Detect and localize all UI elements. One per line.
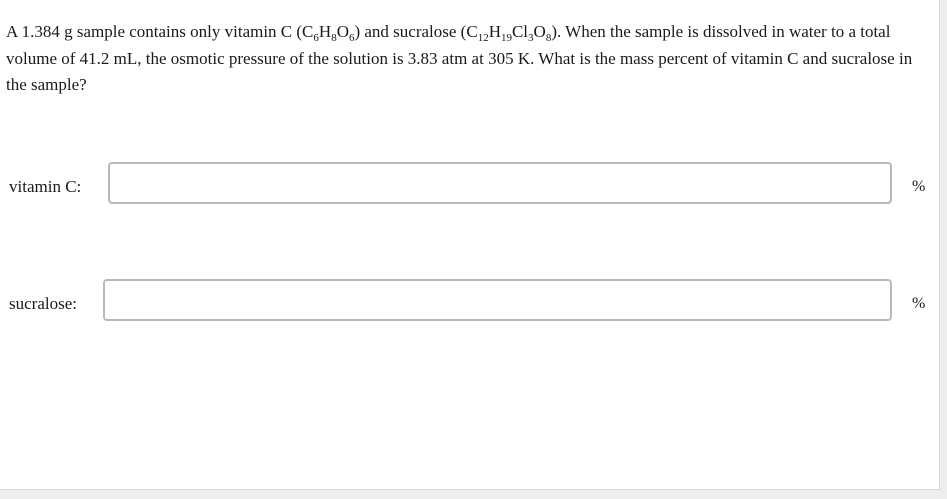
question-text	[6, 19, 934, 99]
sucralose-input[interactable]	[103, 279, 892, 321]
sucralose-chlorine-subscript: 3	[528, 32, 534, 44]
sucralose-oxygen-subscript: 8	[545, 32, 552, 44]
vitamin-c-hydrogen-symbol: H	[318, 22, 332, 41]
vitamin-c-carbon-subscript: 6	[313, 32, 319, 44]
vitamin-c-oxygen-subscript: 6	[348, 32, 355, 44]
sucralose-carbon-subscript: 12	[477, 32, 489, 44]
sucralose-hydrogen-symbol: H	[488, 22, 501, 41]
question-text-part1: A 1.384 g sample contains only vitamin C (C	[6, 22, 314, 41]
question-text-part2: ) and sucralose (C	[354, 22, 478, 41]
vitamin-c-label: vitamin C:	[9, 177, 82, 196]
vitamin-c-hydrogen-subscript: 8	[331, 32, 337, 44]
vitamin-c-unit: %	[912, 178, 926, 195]
question-text-part3: ). When the sample is dissolved in water to a total volume of 41.2 mL, the osmotic pressure of the solution is 3.83 atm at 305 K. What is the mass percent of vitamin C and sucralose in the sample?	[6, 22, 913, 94]
sucralose-chlorine-symbol: Cl	[511, 22, 529, 41]
sucralose-label: sucralose:	[9, 294, 77, 313]
vitamin-c-input[interactable]	[108, 162, 892, 204]
sucralose-unit: %	[912, 295, 926, 312]
sucralose-oxygen-symbol: O	[533, 22, 546, 41]
vitamin-c-oxygen-symbol: O	[336, 22, 349, 41]
sucralose-hydrogen-subscript: 19	[500, 32, 512, 44]
